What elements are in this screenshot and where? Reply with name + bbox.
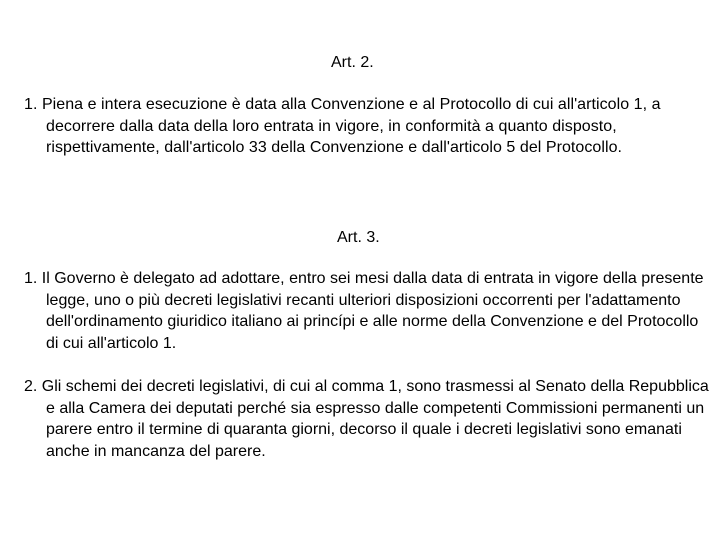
article-2-heading: Art. 2.: [331, 54, 374, 71]
article-3-paragraph-1: 1. Il Governo è delegato ad adottare, entro sei mesi dalla data di entrata in vigore della presente legge, uno o più decreti legislativi recanti ulteriori disposizioni occorrenti per l'adattamento dell'ordinamento giuridico italiano ai princípi e alle norme della Convenzione e del Protocollo di cui all'articolo 1.: [24, 270, 704, 352]
article-3-paragraph-2: 2. Gli schemi dei decreti legislativi, di cui al comma 1, sono trasmessi al Senato della Repubblica e alla Camera dei deputati perché sia espresso dalle competenti Commissioni permanenti un parere entro il termine di quaranta giorni, decorso il quale i decreti legislativi sono emanati anche in mancanza del parere.: [24, 378, 709, 460]
article-3-heading: Art. 3.: [337, 229, 380, 246]
article-2-paragraph-1: 1. Piena e intera esecuzione è data alla Convenzione e al Protocollo di cui all'articolo 1, a decorrere dalla data della loro entrata in vigore, in conformità a quanto disposto, rispettivamente, dall'articolo 33 della Convenzione e dall'articolo 5 del Protocollo.: [24, 96, 661, 156]
